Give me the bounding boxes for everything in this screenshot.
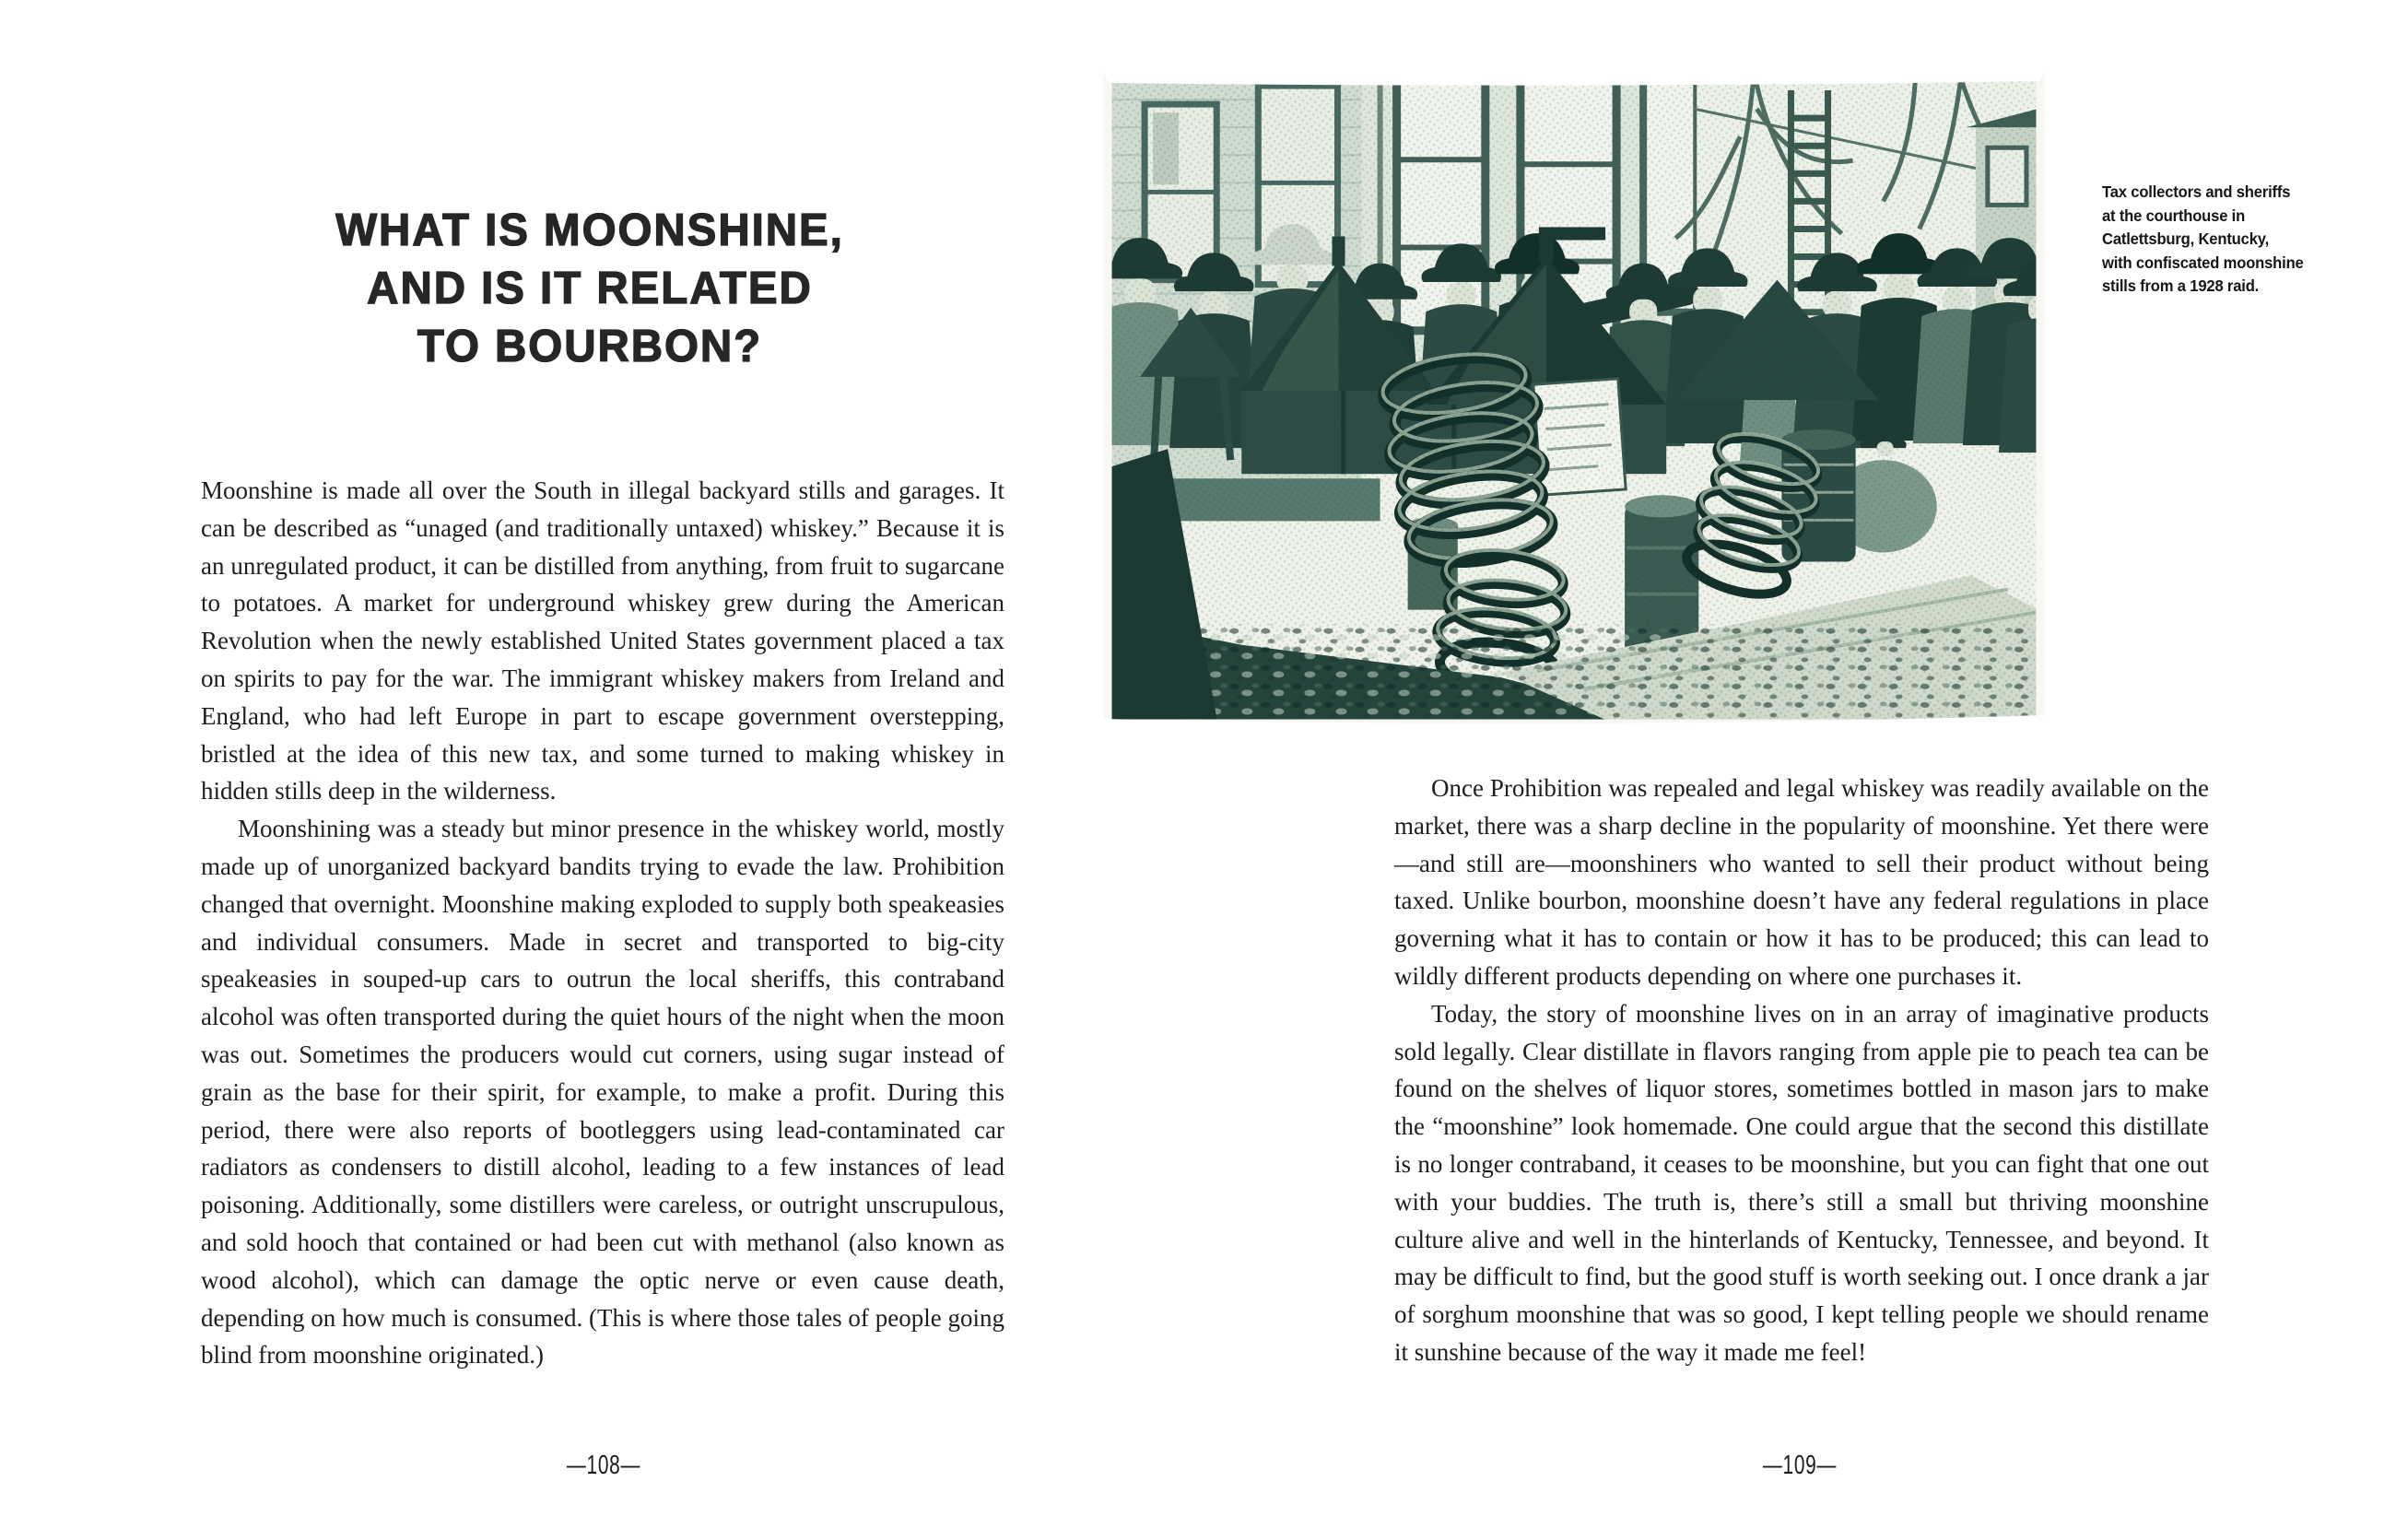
caption-line: at the courthouse in (2102, 206, 2246, 225)
caption-line: stills from a 1928 raid. (2102, 276, 2260, 295)
page-number-left: —108— (566, 1451, 641, 1480)
body-paragraph: Today, the story of moonshine lives on in an array of imaginative products sold legally. Clear distillate in flavors ranging from apple pie to peach tea can be found on the shelves of liquor stores, sometimes bottled in mason jars to make the “moonshine” look homemade. One could argue that the second this distillate is no longer contraband, it ceases to be moonshine, but you can fight that one out with your buddies. The truth is, there’s still a small but thriving moonshine culture alive and well in the hinterlands of Kentucky, Tennessee, and beyond. It may be difficult to find, but the good stuff is worth seeking out. I once drank a jar of sorghum moonshine that was so good, I kept telling people we should rename it sunshine because of the way it made me feel! (1394, 999, 2209, 1366)
photo-caption (2102, 181, 2312, 299)
moonshine-raid-photo (1103, 72, 2045, 728)
page-number-right: —109— (1762, 1451, 1838, 1480)
page-title (217, 202, 963, 376)
title-line: TO BOURBON? (417, 321, 763, 371)
caption-line: with confiscated moonshine (2102, 253, 2304, 272)
title-line: WHAT IS MOONSHINE, (335, 205, 844, 255)
body-paragraph: Moonshine is made all over the South in illegal backyard stills and garages. It can be described as “unaged (and traditionally untaxed) whiskey.” Because it is an unregulated product, it can be distilled from anything, from fruit to sugarcane to potatoes. A market for underground whiskey grew during the American Revolution when the newly established United States government placed a tax on spirits to pay for the war. The immigrant whiskey makers from Ireland and England, who had left Europe in part to escape government overstepping, bristled at the idea of this new tax, and some turned to making whiskey in hidden stills deep in the wilderness. (201, 476, 1004, 805)
title-line: AND IS IT RELATED (367, 263, 813, 313)
body-paragraph: Once Prohibition was repealed and legal whiskey was readily available on the market, there was a sharp decline in the popularity of moonshine. Yet there were—and still are—moonshiners who wanted to sell their product without being taxed. Unlike bourbon, moonshine doesn’t have any federal regulations in place governing what it has to contain or how it has to be produced; this can lead to wildly different products depending on where one purchases it. (1394, 774, 2209, 990)
caption-line: Catlettsburg, Kentucky, (2102, 229, 2270, 248)
caption-line: Tax collectors and sheriffs (2102, 182, 2291, 201)
right-body-column (1394, 770, 2209, 1371)
body-paragraph: Moonshining was a steady but minor presence in the whiskey world, mostly made up of unorganized backyard bandits trying to evade the law. Prohibition changed that overnight. Moonshine making exploded to supply both speakeasies and individual consumers. Made in secret and transported to big-city speakeasies in souped-up cars to outrun the local sheriffs, this contraband alcohol was often transported during the quiet hours of the night when the moon was out. Sometimes the producers would cut corners, using sugar instead of grain as the base for their spirit, for example, to make a profit. During this period, there were also reports of bootleggers using lead-contaminated car radiators as condensers to distill alcohol, leading to a few instances of lead poisoning. Additionally, some distillers were careless, or outright unscrupulous, and sold hooch that contained or had been cut with methanol (also known as wood alcohol), which can damage the optic nerve or even cause death, depending on how much is consumed. (This is where those tales of people going blind from moonshine originated.) (201, 815, 1004, 1370)
left-body-column (201, 472, 1004, 1374)
